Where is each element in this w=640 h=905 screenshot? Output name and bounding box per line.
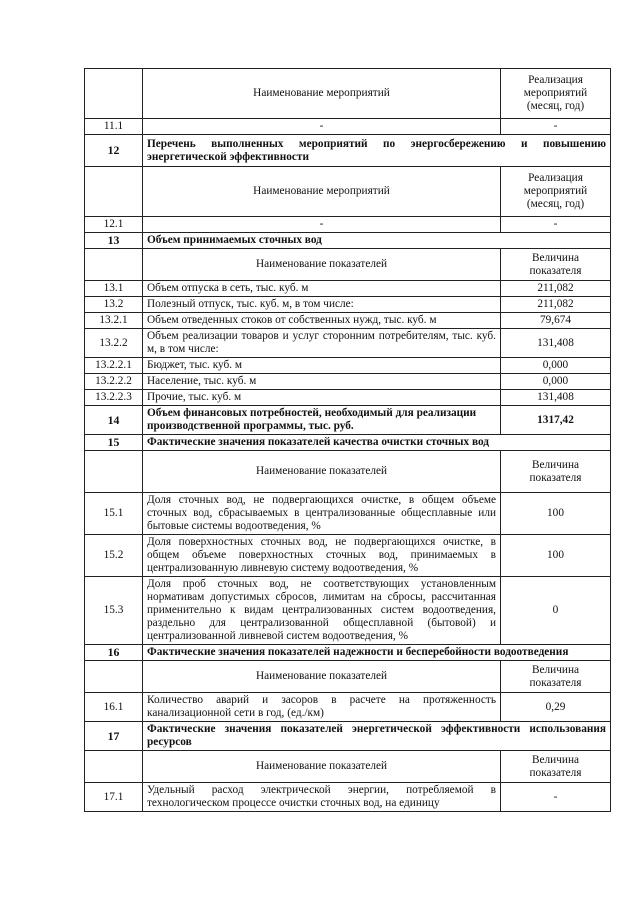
row-name: Количество аварий и засоров в расчете на протяженность канализационной сети в год, (ед./км) <box>143 693 501 722</box>
table-header-row <box>85 249 611 281</box>
row-name: Бюджет, тыс. куб. м <box>143 358 501 374</box>
row-name: Объем реализации товаров и услуг сторонним потребителям, тыс. куб. м, в том числе: <box>143 329 501 358</box>
row-name: Удельный расход электрической энергии, потребляемой в технологическом процессе очистки сточных вод, на единицу <box>143 783 501 812</box>
row-value: 0,000 <box>501 374 611 390</box>
header-value-cell: Реализация мероприятий (месяц, год) <box>501 167 611 217</box>
row-name: Доля сточных вод, не подвергающихся очистке, в общем объеме сточных вод, сбрасываемых в централизованные общесплавные или бытовые системы водоотведения, % <box>143 493 501 535</box>
section-title: Объем принимаемых сточных вод <box>143 233 611 249</box>
row-number: 15.2 <box>85 535 143 577</box>
header-value-cell: Величина показателя <box>501 249 611 281</box>
row-number: 13.1 <box>85 281 143 297</box>
table-row <box>85 313 611 329</box>
row-value: - <box>501 119 611 135</box>
row-value: 0 <box>501 577 611 645</box>
header-value-cell: Величина показателя <box>501 751 611 783</box>
table-header-row <box>85 167 611 217</box>
row-value: 100 <box>501 493 611 535</box>
row-value: - <box>501 217 611 233</box>
header-name-cell: Наименование показателей <box>143 751 501 783</box>
row-name: - <box>143 217 501 233</box>
row-name: Доля проб сточных вод, не соответствующих установленным нормативам допустимых сбросов, лимитам на сбросы, рассчитанная применительно к видам централизованных систем водоотведения, раздельно для централизованной общесплавной (бытовой) и централизованной ливневой систем водоотведения, % <box>143 577 501 645</box>
row-number: 16.1 <box>85 693 143 722</box>
section-title: Фактические значения показателей качества очистки сточных вод <box>143 435 611 451</box>
row-number-cell <box>85 661 143 693</box>
row-number: 13.2.1 <box>85 313 143 329</box>
row-value: 0,000 <box>501 358 611 374</box>
row-number: 11.1 <box>85 119 143 135</box>
section-title: Фактические значения показателей надежности и бесперебойности водоотведения <box>143 645 611 661</box>
table-row <box>85 577 611 645</box>
header-value-cell: Величина показателя <box>501 661 611 693</box>
document-page <box>84 68 610 812</box>
row-value: 131,408 <box>501 390 611 406</box>
row-number: 15.3 <box>85 577 143 645</box>
header-name-cell: Наименование мероприятий <box>143 69 501 119</box>
row-number: 17.1 <box>85 783 143 812</box>
row-name: Объем отпуска в сеть, тыс. куб. м <box>143 281 501 297</box>
section-row <box>85 722 611 751</box>
row-value: 131,408 <box>501 329 611 358</box>
table-row <box>85 493 611 535</box>
section-row <box>85 406 611 435</box>
section-row <box>85 135 611 167</box>
header-value-cell: Величина показателя <box>501 451 611 493</box>
table-row <box>85 119 611 135</box>
table-row <box>85 693 611 722</box>
table-row <box>85 358 611 374</box>
table-row <box>85 374 611 390</box>
section-number: 13 <box>85 233 143 249</box>
header-name-cell: Наименование мероприятий <box>143 167 501 217</box>
section-row <box>85 645 611 661</box>
row-number: 13.2.2.3 <box>85 390 143 406</box>
row-name: Население, тыс. куб. м <box>143 374 501 390</box>
row-name: Прочие, тыс. куб. м <box>143 390 501 406</box>
header-value-cell: Реализация мероприятий (месяц, год) <box>501 69 611 119</box>
section-number: 17 <box>85 722 143 751</box>
table-header-row <box>85 661 611 693</box>
section-title: Перечень выполненных мероприятий по энергосбережению и повышению энергетической эффективности <box>143 135 611 167</box>
row-number: 13.2 <box>85 297 143 313</box>
section-number: 14 <box>85 406 143 435</box>
header-name-cell: Наименование показателей <box>143 661 501 693</box>
row-number-cell <box>85 167 143 217</box>
row-value: 79,674 <box>501 313 611 329</box>
row-name: - <box>143 119 501 135</box>
section-number: 15 <box>85 435 143 451</box>
row-number: 12.1 <box>85 217 143 233</box>
table-row <box>85 535 611 577</box>
table-row <box>85 281 611 297</box>
row-number: 15.1 <box>85 493 143 535</box>
financial-total-value: 1317,42 <box>501 406 611 435</box>
table-row <box>85 297 611 313</box>
row-number: 13.2.2.2 <box>85 374 143 390</box>
row-name: Объем отведенных стоков от собственных нужд, тыс. куб. м <box>143 313 501 329</box>
header-name-cell: Наименование показателей <box>143 249 501 281</box>
row-name: Доля поверхностных сточных вод, не подвергающихся очистке, в общем объеме поверхностных сточных вод, принимаемых в централизованную ливневую систему водоотведения, % <box>143 535 501 577</box>
section-number: 12 <box>85 135 143 167</box>
table-row <box>85 783 611 812</box>
row-number: 13.2.2 <box>85 329 143 358</box>
section-number: 16 <box>85 645 143 661</box>
row-number-cell <box>85 751 143 783</box>
row-value: 211,082 <box>501 281 611 297</box>
table-header-row <box>85 451 611 493</box>
row-number-cell <box>85 249 143 281</box>
row-number-cell <box>85 451 143 493</box>
table-header-row <box>85 751 611 783</box>
section-row <box>85 435 611 451</box>
section-title: Объем финансовых потребностей, необходимый для реализации производственной программы, тыс. руб. <box>143 406 501 435</box>
row-name: Полезный отпуск, тыс. куб. м, в том числе: <box>143 297 501 313</box>
section-row <box>85 233 611 249</box>
row-number-cell <box>85 69 143 119</box>
row-value: 0,29 <box>501 693 611 722</box>
table-row <box>85 390 611 406</box>
row-value: 211,082 <box>501 297 611 313</box>
row-value: 100 <box>501 535 611 577</box>
row-value: - <box>501 783 611 812</box>
header-name-cell: Наименование показателей <box>143 451 501 493</box>
production-program-table <box>84 68 611 812</box>
table-row <box>85 329 611 358</box>
section-title: Фактические значения показателей энергетической эффективности использования ресурсов <box>143 722 611 751</box>
table-row <box>85 217 611 233</box>
table-header-row <box>85 69 611 119</box>
row-number: 13.2.2.1 <box>85 358 143 374</box>
